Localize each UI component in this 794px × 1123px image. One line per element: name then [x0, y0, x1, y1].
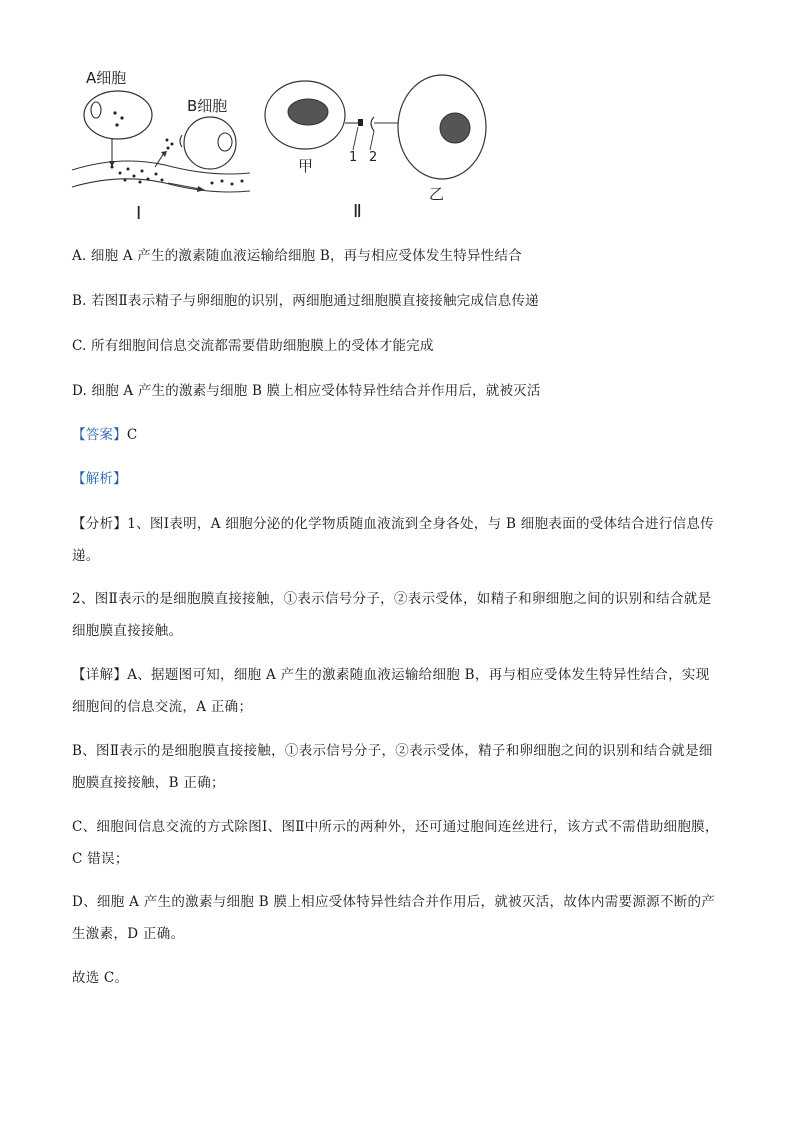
- fenxi-tag: 【分析】: [72, 516, 128, 532]
- conclusion: 故选 C。: [72, 970, 129, 986]
- hormone-dot: [115, 123, 118, 126]
- hormone-dot: [167, 147, 170, 150]
- receptor: [371, 117, 374, 131]
- analysis-tag: 【解析】: [72, 471, 127, 487]
- cell-yi-nucleus: [440, 113, 470, 143]
- label-1: 1: [349, 150, 358, 165]
- label-2: 2: [369, 150, 378, 165]
- signal-molecule: [358, 119, 363, 126]
- hormone-dots-in-vessel: [111, 166, 244, 186]
- pointer-line-1: [353, 127, 358, 150]
- hormone-dot: [171, 143, 174, 146]
- detail-text-a: A、据题图可知，细胞 A 产生的激素随血液运输给细胞 B，再与相应受体发生特异性结合，实现细胞间的信息交流，A 正确；: [72, 667, 710, 715]
- analysis-paragraph-2: 2、图Ⅱ表示的是细胞膜直接接触，①表示信号分子，②表示受体，如精子和卵细胞之间的识别和结合就是细胞膜直接接触。: [72, 591, 712, 639]
- option-d: D. 细胞 A 产生的激素与细胞 B 膜上相应受体特异性结合并作用后，就被灭活: [72, 383, 541, 399]
- detail-paragraph-b: B、图Ⅱ表示的是细胞膜直接接触，①表示信号分子，②表示受体，精子和卵细胞之间的识别和结合就是细胞膜直接接触，B 正确；: [72, 743, 713, 791]
- xiangjie-tag: 【详解】: [72, 667, 128, 683]
- label-b-cell: B细胞: [187, 97, 228, 115]
- cell-communication-figure: [60, 55, 500, 235]
- fenxi-text-1: 1、图Ⅰ表明，A 细胞分泌的化学物质随血液流到全身各处，与 B 细胞表面的受体结合进行信息传递。: [72, 516, 714, 564]
- pointer-line-2: [370, 131, 374, 150]
- detail-paragraph-d: D、细胞 A 产生的激素与细胞 B 膜上相应受体特异性结合并作用后，就被灭活，故体内需要源源不断的产生激素，D 正确。: [72, 894, 716, 942]
- option-b: B. 若图Ⅱ表示精子与卵细胞的识别，两细胞通过细胞膜直接接触完成信息传递: [72, 293, 539, 309]
- vessel-upper-wall: [72, 161, 250, 174]
- arrowhead: [197, 186, 205, 192]
- detail-paragraph-c: C、细胞间信息交流的方式除图Ⅰ、图Ⅱ中所示的两种外，还可通过胞间连丝进行，该方式不需借助细胞膜，C 错误；: [72, 819, 719, 867]
- hormone-dot: [113, 111, 116, 114]
- answer-line: [72, 425, 137, 445]
- label-a-cell: A细胞: [86, 69, 127, 87]
- detail-paragraph-a: [72, 659, 722, 723]
- label-fig2: Ⅱ: [353, 201, 362, 222]
- option-a: A. 细胞 A 产生的激素随血液运输给细胞 B，再与相应受体发生特异性结合: [72, 248, 522, 264]
- cell-b-receptor: [180, 135, 182, 147]
- cell-b-outline: [184, 117, 236, 169]
- cell-jia-nucleus: [288, 99, 328, 125]
- analysis-paragraph-1: [72, 508, 722, 572]
- cell-a-outline: [84, 91, 152, 139]
- flow-arrow: [168, 183, 200, 189]
- answer-value: C: [126, 427, 138, 443]
- cell-b-nucleus: [218, 133, 232, 151]
- label-fig1: Ⅰ: [136, 203, 142, 224]
- answer-tag: 【答案】: [72, 427, 127, 443]
- label-yi: 乙: [429, 185, 445, 203]
- label-jia: 甲: [298, 157, 314, 175]
- cell-a-nucleus: [91, 102, 101, 118]
- hormone-dot: [120, 116, 123, 119]
- hormone-dot: [166, 139, 169, 142]
- option-c: C. 所有细胞间信息交流都需要借助细胞膜上的受体才能完成: [72, 338, 434, 354]
